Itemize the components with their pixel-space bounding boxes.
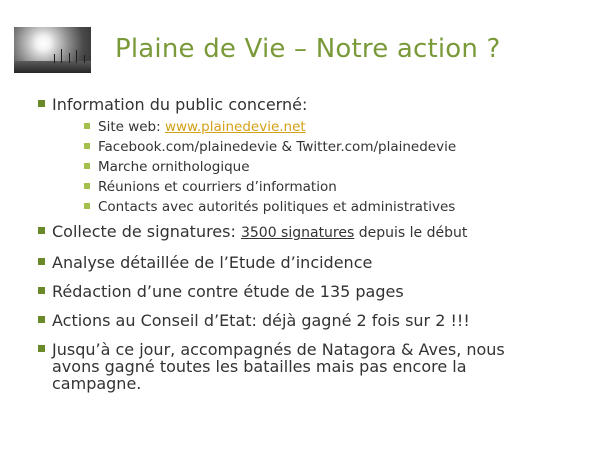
bullet-text: [52, 223, 586, 242]
sub-item-label: Marche ornithologique: [98, 159, 250, 175]
website-link[interactable]: www.plainedevie.net: [164, 119, 306, 135]
collecte-suffix: depuis le début: [354, 225, 468, 241]
square-bullet-icon: [38, 100, 45, 107]
logo-tree: [69, 53, 70, 63]
bullet-line: avons gagné toutes les batailles mais pas encore la: [52, 357, 467, 376]
square-bullet-icon: [84, 163, 90, 169]
square-bullet-icon: [38, 316, 45, 323]
square-bullet-icon: [38, 345, 45, 352]
bullet-line: Jusqu’à ce jour, accompagnés de Natagora & Aves, nous: [52, 340, 505, 359]
sub-item-marche: [84, 157, 586, 177]
bullet-text: Actions au Conseil d’Etat: déjà gagné 2 fois sur 2 !!!: [52, 311, 470, 330]
logo-tree: [61, 49, 62, 63]
square-bullet-icon: [84, 123, 90, 129]
bullet-text: Information du public concerné:: [52, 95, 308, 114]
square-bullet-icon: [84, 203, 90, 209]
sub-item-facebook: [84, 137, 586, 157]
logo-tree: [54, 54, 55, 63]
logo-tree: [84, 55, 85, 63]
logo-tree: [76, 50, 77, 63]
square-bullet-icon: [38, 287, 45, 294]
bullet-item-redaction: [38, 283, 586, 300]
sub-item-label: Facebook.com/plainedevie & Twitter.com/plainedevie: [98, 139, 457, 155]
slide-title: Plaine de Vie – Notre action ?: [115, 34, 501, 64]
landscape-photo-logo: [14, 27, 91, 73]
signature-count: 3500 signatures: [240, 225, 355, 241]
bullet-text: [52, 341, 586, 392]
sub-item-reunions: [84, 177, 586, 197]
bullet-text: Rédaction d’une contre étude de 135 pages: [52, 282, 404, 301]
sub-item-label: Réunions et courriers d’information: [98, 179, 337, 195]
sub-item-contacts: [84, 197, 586, 217]
sub-bullet-list: [84, 117, 586, 217]
sub-item-label: Site web:: [98, 119, 165, 135]
square-bullet-icon: [84, 143, 90, 149]
bullet-item-collecte: [38, 223, 586, 242]
sub-item-label: Contacts avec autorités politiques et administratives: [98, 199, 456, 215]
bullet-text: Analyse détaillée de l’Etude d’incidence: [52, 253, 373, 272]
bullet-item-information: [38, 96, 586, 217]
sub-item-site: [84, 117, 586, 137]
logo-ground: [14, 61, 91, 73]
collecte-prefix: Collecte de signatures:: [52, 222, 241, 241]
bullet-item-jusqua: [38, 341, 586, 392]
bullet-item-analyse: [38, 254, 586, 271]
square-bullet-icon: [84, 183, 90, 189]
bullet-line: campagne.: [52, 374, 142, 393]
square-bullet-icon: [38, 258, 45, 265]
bullet-list: [38, 96, 586, 404]
square-bullet-icon: [38, 227, 45, 234]
bullet-item-conseil: [38, 312, 586, 329]
